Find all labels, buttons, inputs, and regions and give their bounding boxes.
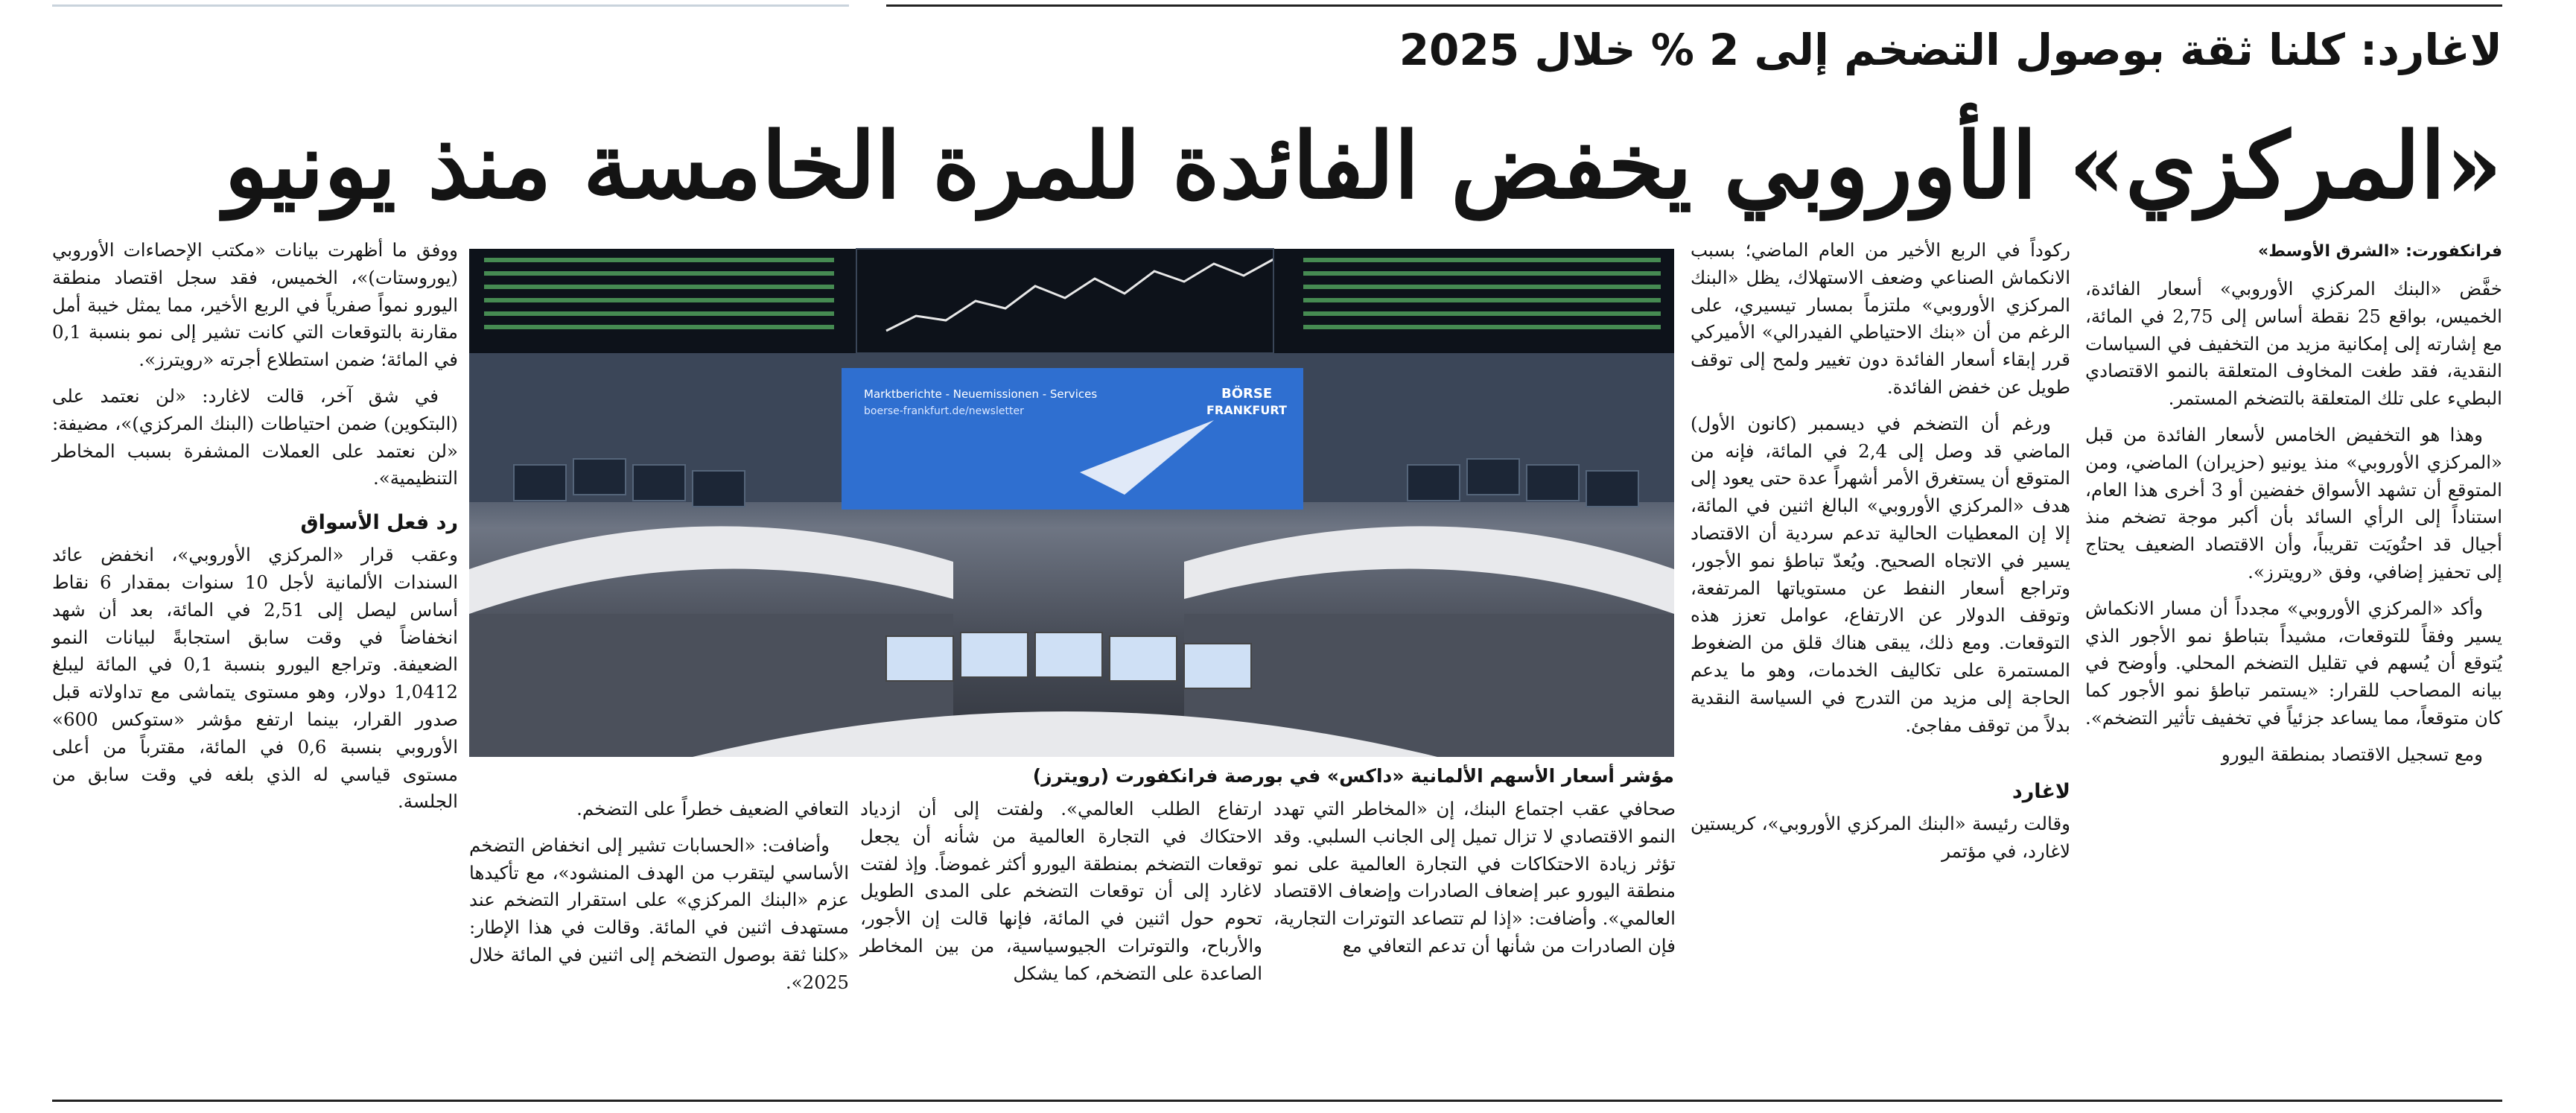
paragraph: وقالت رئيسة «البنك المركزي الأوروبي»، كريستين لاغارد، في مؤتمر (1691, 813, 2070, 862)
article-column-1 (2085, 237, 2502, 1098)
article-column-5 (469, 796, 849, 1100)
paragraph: ومع تسجيل الاقتصاد بمنطقة اليورو (2221, 743, 2483, 765)
subheading-lagarde: لاغارد (2011, 780, 2070, 803)
article-column-3 (1273, 796, 1676, 1100)
article-column-2 (1691, 237, 2070, 758)
trading-floor-photo (469, 249, 1674, 757)
top-left-rule (52, 4, 849, 7)
article-column-6 (52, 237, 458, 1100)
screen-url-text: boerse-frankfurt.de/newsletter (864, 405, 1024, 417)
article-column-2-lower (1691, 761, 2070, 1100)
paragraph: ووفق ما أظهرت بيانات «مكتب الإحصاءات الأوروبي (يوروستات)»، الخميس، فقد سجل اقتصاد منطقة اليورو نمواً صفرياً في الربع الأخير، مما يمثل خيبة أمل مقارنة بالتوقعات التي كانت تشير إلى نمو بنسبة 0,1 في المائة؛ ضمن استطلاع أجرته «رويترز». (52, 239, 458, 371)
screen-title-text: Marktberichte - Neuemissionen - Services (864, 387, 1098, 401)
main-headline: «المركزي» الأوروبي يخفض الفائدة للمرة الخامسة منذ يونيو (224, 112, 2502, 219)
bottom-rule (52, 1100, 2502, 1102)
paragraph: وعقب قرار «المركزي الأوروبي»، انخفض عائد السندات الألمانية لأجل 10 سنوات بمقدار 6 نقاط أساس ليصل إلى 2,51 في المائة، بعد أن شهد انخفاضاً في وقت سابق استجابةً لبيانات النمو الضعيفة. وتراجع اليورو بنسبة 0,1 في المائة ليبلغ 1,0412 دولار، وهو مستوى يتماشى مع تداولاته قبل صدور القرار، بينما ارتفع مؤشر «ستوكس 600» الأوروبي بنسبة 0,6 في المائة، مقترباً من أعلى مستوى قياسي له الذي بلغه في وقت سابق من الجلسة. (52, 544, 459, 813)
brand-line-1: BÖRSE (1221, 386, 1273, 402)
photo-caption: مؤشر أسعار الأسهم الألمانية «داكس» في بورصة فرانكفورت (رويترز) (1032, 765, 1674, 787)
paragraph: وأضافت: «الحسابات تشير إلى انخفاض التضخم الأساسي ليتقرب من الهدف المنشود»، مع تأكيدها عزم «البنك المركزي» على استقرار التضخم عند مستهدف اثنين في المائة. وقالت في هذا الإطار: «كلنا ثقة بوصول التضخم إلى اثنين في المائة خلال 2025». (469, 834, 849, 993)
paragraph: صحافي عقب اجتماع البنك، إن «المخاطر التي تهدد النمو الاقتصادي لا تزال تميل إلى الجانب السلبي. وقد تؤثر زيادة الاحتكاكات في التجارة العالمية على نمو منطقة اليورو عبر إضعاف الصادرات وإضعاف الاقتصاد العالمي». وأضافت: «إذا لم تتصاعد التوترات التجارية، فإن الصادرات من شأنها أن تدعم التعافي مع (1273, 798, 1676, 957)
top-rule (886, 4, 2502, 7)
paragraph: التعافي الضعيف خطراً على التضخم. (576, 798, 849, 819)
photo-illustration (469, 249, 1674, 757)
article-column-4 (860, 796, 1262, 1100)
paragraph: وهذا هو التخفيض الخامس لأسعار الفائدة من قبل «المركزي الأوروبي» منذ يونيو (حزيران) الماضي، ومن المتوقع أن تشهد الأسواق خفضين أو 3 أخرى هذا العام، استناداً إلى الرأي السائد بأن أكبر موجة تضخم منذ أجيال قد احتُويَت تقريباً، وأن الاقتصاد الضعيف يحتاج إلى تحفيز إضافي، وفق «رويترز». (2085, 423, 2502, 583)
paragraph: ورغم أن التضخم في ديسمبر (كانون الأول) الماضي قد وصل إلى 2,4 في المائة، فإنه من المتوقع أن يستغرق الأمر أشهراً عدة حتى يعود إلى هدف «المركزي الأوروبي» البالغ اثنين في المائة، إلا إن المعطيات الحالية تدعم سردية أن الاقتصاد يسير في الاتجاه الصحيح. ويُعدّ تباطؤ نمو الأجور، وتراجع أسعار النفط عن مستوياتها المرتفعة، وتوقف الدولار عن الارتفاع، عوامل تعزز هذه التوقعات. ومع ذلك، يبقى هناك قلق من الضغوط المستمرة على تكاليف الخدمات، وهو ما يدعم الحاجة إلى مزيد من التدرج في السياسة النقدية بدلاً من توقف مفاجئ. (1691, 412, 2070, 736)
subheading-market-reaction: رد فعل الأسواق (300, 511, 458, 535)
paragraph: في شق آخر، قالت لاغارد: «لن نعتمد على (البتكوين) ضمن احتياطات (البنك المركزي)»، مضيفة: «لن نعتمد على العملات المشفرة بسبب المخاطر التنظيمية». (52, 384, 458, 489)
paragraph: خفَّض «البنك المركزي الأوروبي» أسعار الفائدة، الخميس، بواقع 25 نقطة أساس إلى 2,75 في المائة، مع إشارته إلى إمكانية مزيد من التخفيف في السياسات النقدية، فقد طغت المخاوف المتعلقة بالنمو الاقتصادي البطيء على تلك المتعلقة بالتضخم المستمر. (2085, 278, 2502, 410)
paragraph: ارتفاع الطلب العالمي». ولفتت إلى أن ازدياد الاحتكاك في التجارة العالمية من شأنه أن يجعل توقعات التضخم بمنطقة اليورو أكثر غموضاً. وإذ لفتت لاغارد إلى أن توقعات التضخم على المدى الطويل تحوم حول اثنين في المائة، فإنها قالت إن الأجور، والأرباح، والتوترات الجيوسياسية، من بين المخاطر الصاعدة على التضخم، كما يشكل (860, 798, 1262, 984)
kicker-headline: لاغارد: كلنا ثقة بوصول التضخم إلى 2 % خلال 2025 (1399, 25, 2502, 75)
paragraph: ركوداً في الربع الأخير من العام الماضي؛ بسبب الانكماش الصناعي وضعف الاستهلاك، يظل «البنك المركزي الأوروبي» ملتزماً بمسار تيسيري، على الرغم من أن «بنك الاحتياطي الفيدرالي» الأميركي قرر إبقاء أسعار الفائدة دون تغيير ولمح إلى توقف طويل عن خفض الفائدة. (1691, 239, 2070, 398)
brand-line-2: FRANKFURT (1206, 403, 1287, 417)
paragraph: وأكد «المركزي الأوروبي» مجدداً أن مسار الانكماش يسير وفقاً للتوقعات، مشيداً بتباطؤ نمو الأجور الذي يُتوقع أن يُسهم في تقليل التضخم المحلي. وأوضح في بيانه المصاحب للقرار: «يستمر تباطؤ نمو الأجور كما كان متوقعاً، مما يساعد جزئياً في تخفيف تأثير التضخم». (2085, 597, 2502, 729)
dateline: فرانكفورت: «الشرق الأوسط» (2258, 242, 2502, 261)
